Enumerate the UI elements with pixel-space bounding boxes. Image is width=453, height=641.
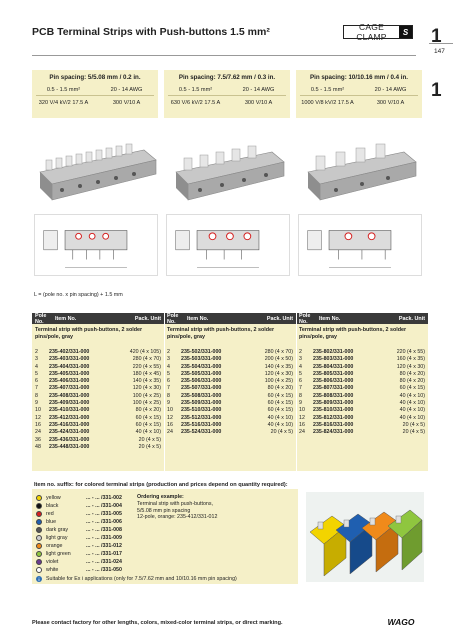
item-number: 235-407/331-000 xyxy=(49,385,90,392)
item-number: 235-403/331-000 xyxy=(49,356,90,363)
spec-awg: 20 - 14 AWG xyxy=(242,87,275,93)
item-number: 235-506/331-000 xyxy=(181,378,222,385)
header-item: Item No. xyxy=(319,315,341,322)
pack-unit: 40 (4 x 10) xyxy=(267,414,293,421)
table-row xyxy=(167,429,293,436)
pole-count: 9 xyxy=(299,400,302,407)
spec-rating-us: 300 V/10 A xyxy=(376,100,405,106)
spec-box-7-5mm xyxy=(164,70,290,118)
pole-count: 24 xyxy=(35,429,41,436)
table-row xyxy=(299,422,425,429)
pole-count: 5 xyxy=(299,370,302,377)
pack-unit: 20 (4 x 5) xyxy=(138,436,161,443)
item-number: 235-509/331-000 xyxy=(181,400,222,407)
color-suffix-code: ... - ... /331-009 xyxy=(86,535,122,541)
table-column-7-5mm xyxy=(164,313,296,471)
color-suffix-code: ... - ... /331-008 xyxy=(86,527,122,533)
pack-unit: 60 (4 x 15) xyxy=(267,392,293,399)
color-row xyxy=(36,519,122,525)
spec-rating-us: 300 V/10 A xyxy=(112,100,141,106)
table-row xyxy=(35,400,161,407)
table-row xyxy=(299,393,425,400)
color-swatch-icon xyxy=(36,495,42,501)
logo-mark: S xyxy=(399,26,412,38)
pole-count: 12 xyxy=(299,414,305,421)
info-icon: i xyxy=(36,576,42,582)
header-pole: Pole No. xyxy=(35,312,47,325)
item-number: 235-810/331-000 xyxy=(313,407,354,414)
item-number: 235-809/331-000 xyxy=(313,400,354,407)
table-row xyxy=(299,407,425,414)
item-number: 235-502/331-000 xyxy=(181,349,222,355)
pack-unit: 40 (4 x 10) xyxy=(399,392,425,399)
table-row xyxy=(35,349,161,356)
header-pack: Pack. Unit xyxy=(266,315,293,322)
item-number: 235-507/331-000 xyxy=(181,385,222,392)
pole-count: 12 xyxy=(35,414,41,421)
pack-unit: 40 (4 x 10) xyxy=(399,407,425,414)
item-number: 235-505/331-000 xyxy=(181,370,222,377)
table-column-10mm xyxy=(296,313,428,471)
pole-count: 5 xyxy=(35,370,38,377)
color-swatch-icon xyxy=(36,551,42,557)
item-number: 235-412/331-000 xyxy=(49,414,90,421)
header-divider xyxy=(32,55,416,56)
table-row xyxy=(167,415,293,422)
pack-unit: 140 (4 x 35) xyxy=(264,363,293,370)
color-row xyxy=(36,559,122,565)
pole-count: 36 xyxy=(35,436,41,443)
pole-count: 2 xyxy=(35,349,38,355)
pole-count: 2 xyxy=(167,349,170,355)
table-row xyxy=(167,356,293,363)
spec-box-10mm xyxy=(296,70,422,118)
table-row xyxy=(167,385,293,392)
table-row xyxy=(167,400,293,407)
header-item: Item No. xyxy=(187,315,209,322)
color-row xyxy=(36,551,122,557)
color-suffix-code: ... - ... /331-006 xyxy=(86,519,122,525)
table-row xyxy=(35,437,161,444)
pole-count: 5 xyxy=(167,370,170,377)
column-description: Terminal strip with push-buttons, 2 solder pins/pole, gray xyxy=(35,327,143,340)
pole-count: 7 xyxy=(35,385,38,392)
ordering-table xyxy=(32,313,428,471)
pole-count: 3 xyxy=(35,356,38,363)
column-description: Terminal strip with push-buttons, 2 solder pins/pole, gray xyxy=(299,327,407,340)
color-suffix-code: ... - ... /331-002 xyxy=(86,495,122,501)
pack-unit: 100 (4 x 25) xyxy=(264,378,293,385)
item-number: 235-816/331-000 xyxy=(313,421,354,428)
color-row xyxy=(36,503,122,509)
item-number: 235-504/331-000 xyxy=(181,363,222,370)
ex-note xyxy=(36,576,237,582)
spec-rating-us: 300 V/10 A xyxy=(244,100,273,106)
item-number: 235-812/331-000 xyxy=(313,414,354,421)
product-photo-5mm xyxy=(32,132,160,208)
item-number: 235-805/331-000 xyxy=(313,370,354,377)
color-suffix-code: ... - ... /331-024 xyxy=(86,559,122,565)
spec-box-5mm xyxy=(32,70,158,118)
pole-count: 8 xyxy=(167,392,170,399)
table-row xyxy=(35,407,161,414)
spec-rating: 320 V/4 kV/2 17.5 A xyxy=(38,100,89,106)
color-suffix-code: ... - ... /331-004 xyxy=(86,503,122,509)
pole-count: 4 xyxy=(299,363,302,370)
pack-unit: 60 (4 x 15) xyxy=(399,385,425,392)
color-name: dark gray xyxy=(46,527,69,533)
pack-unit: 80 (4 x 20) xyxy=(135,407,161,414)
product-photo-7-5mm xyxy=(164,132,292,208)
table-row xyxy=(35,415,161,422)
table-row xyxy=(35,422,161,429)
table-row xyxy=(167,364,293,371)
color-swatch-icon xyxy=(36,543,42,549)
table-row xyxy=(299,415,425,422)
pack-unit: 20 (4 x 5) xyxy=(402,421,425,428)
table-column-5mm xyxy=(32,313,164,471)
pole-count: 10 xyxy=(35,407,41,414)
pole-count: 9 xyxy=(167,400,170,407)
color-swatch-icon xyxy=(36,503,42,509)
table-row xyxy=(167,407,293,414)
ordering-line: Terminal strip with push-buttons, xyxy=(137,500,213,507)
item-number: 235-510/331-000 xyxy=(181,407,222,414)
product-photo-10mm xyxy=(296,132,424,208)
color-name: red xyxy=(46,511,54,517)
color-suffix-code: ... - ... /331-050 xyxy=(86,567,122,573)
pole-count: 7 xyxy=(299,385,302,392)
pole-count: 6 xyxy=(35,378,38,385)
color-name: light gray xyxy=(46,535,68,541)
item-number: 235-416/331-000 xyxy=(49,421,90,428)
pack-unit: 20 (4 x 5) xyxy=(138,443,161,450)
pack-unit: 100 (4 x 25) xyxy=(132,400,161,407)
pole-count: 4 xyxy=(35,363,38,370)
pack-unit: 60 (4 x 15) xyxy=(135,414,161,421)
suffix-title: Item no. suffix: for colored terminal strips (production and prices depend on quantity required): xyxy=(34,482,288,488)
pole-count: 8 xyxy=(35,392,38,399)
color-name: blue xyxy=(46,519,57,525)
table-row xyxy=(35,385,161,392)
table-row xyxy=(35,378,161,385)
logo-text: CAGE CLAMP xyxy=(356,22,387,42)
pole-count: 16 xyxy=(35,421,41,428)
color-swatch-icon xyxy=(36,567,42,573)
table-row xyxy=(167,371,293,378)
header-item: Item No. xyxy=(55,315,77,322)
color-suffix-code: ... - ... /331-017 xyxy=(86,551,122,557)
color-name: light green xyxy=(46,551,71,557)
pole-count: 16 xyxy=(299,421,305,428)
item-number: 235-436/331-000 xyxy=(49,436,90,443)
table-row xyxy=(35,364,161,371)
colored-strips-photo xyxy=(306,492,424,582)
pack-unit: 280 (4 x 70) xyxy=(132,356,161,363)
pack-unit: 20 (4 x 5) xyxy=(270,429,293,436)
section-number: 1 xyxy=(431,80,442,101)
pole-count: 6 xyxy=(299,378,302,385)
pole-count: 10 xyxy=(299,407,305,414)
pack-unit: 220 (4 x 55) xyxy=(396,349,425,355)
pole-count: 3 xyxy=(299,356,302,363)
item-number: 235-512/331-000 xyxy=(181,414,222,421)
footer-note: Please contact factory for other lengths, colors, mixed-color terminal strips, or direct marking. xyxy=(32,620,283,626)
color-swatch-icon xyxy=(36,559,42,565)
item-number: 235-404/331-000 xyxy=(49,363,90,370)
pole-count: 24 xyxy=(299,429,305,436)
table-row xyxy=(167,393,293,400)
pole-count: 7 xyxy=(167,385,170,392)
ordering-example xyxy=(137,494,217,521)
table-row xyxy=(299,429,425,436)
pack-unit: 40 (4 x 10) xyxy=(399,414,425,421)
pack-unit: 100 (4 x 25) xyxy=(132,392,161,399)
item-number: 235-410/331-000 xyxy=(49,407,90,414)
header-pack: Pack. Unit xyxy=(398,315,425,322)
table-row xyxy=(35,444,161,451)
pack-unit: 280 (4 x 70) xyxy=(264,349,293,355)
spec-metric: 0.5 - 1.5 mm² xyxy=(310,87,345,93)
ordering-line: 12-pole, orange: 235-412/331-012 xyxy=(137,514,218,521)
spec-metric: 0.5 - 1.5 mm² xyxy=(46,87,81,93)
table-row xyxy=(299,385,425,392)
item-number: 235-807/331-000 xyxy=(313,385,354,392)
color-name: yellow xyxy=(46,495,61,501)
pack-unit: 60 (4 x 15) xyxy=(267,400,293,407)
item-number: 235-508/331-000 xyxy=(181,392,222,399)
table-row xyxy=(167,378,293,385)
header-pack: Pack. Unit xyxy=(134,315,161,322)
pack-unit: 60 (4 x 15) xyxy=(267,407,293,414)
item-number: 235-424/331-000 xyxy=(49,429,90,436)
pack-unit: 80 (4 x 20) xyxy=(399,378,425,385)
color-row xyxy=(36,495,122,501)
table-row xyxy=(299,349,425,356)
pack-unit: 60 (4 x 15) xyxy=(135,421,161,428)
wago-logo xyxy=(381,617,421,627)
item-number: 235-409/331-000 xyxy=(49,400,90,407)
item-number: 235-808/331-000 xyxy=(313,392,354,399)
pole-count: 16 xyxy=(167,421,173,428)
dimension-drawing-5mm xyxy=(34,214,158,276)
spec-awg: 20 - 14 AWG xyxy=(110,87,143,93)
spec-heading: Pin spacing: 7.5/7.62 mm / 0.3 in. xyxy=(178,74,276,81)
pack-unit: 120 (4 x 30) xyxy=(132,385,161,392)
spec-rating: 630 V/6 kV/2 17.5 A xyxy=(170,100,221,106)
table-row xyxy=(35,371,161,378)
color-name: black xyxy=(46,503,59,509)
pole-count: 3 xyxy=(167,356,170,363)
item-number: 235-806/331-000 xyxy=(313,378,354,385)
color-swatch-icon xyxy=(36,535,42,541)
pack-unit: 220 (4 x 55) xyxy=(132,363,161,370)
pack-unit: 420 (4 x 105) xyxy=(129,349,161,355)
item-number: 235-516/331-000 xyxy=(181,421,222,428)
color-swatch-icon xyxy=(36,519,42,525)
pack-unit: 20 (4 x 5) xyxy=(402,429,425,436)
item-number: 235-406/331-000 xyxy=(49,378,90,385)
color-suffix-code: ... - ... /331-005 xyxy=(86,511,122,517)
spec-heading: Pin spacing: 5/5.08 mm / 0.2 in. xyxy=(49,74,141,81)
table-row xyxy=(35,429,161,436)
pole-count: 48 xyxy=(35,443,41,450)
pole-count: 4 xyxy=(167,363,170,370)
item-number: 235-448/331-000 xyxy=(49,443,90,450)
table-row xyxy=(299,364,425,371)
table-row xyxy=(35,356,161,363)
color-name: orange xyxy=(46,543,63,549)
item-number: 235-405/331-000 xyxy=(49,370,90,377)
pack-unit: 120 (4 x 30) xyxy=(396,363,425,370)
pole-count: 8 xyxy=(299,392,302,399)
spec-metric: 0.5 - 1.5 mm² xyxy=(178,87,213,93)
pack-unit: 40 (4 x 10) xyxy=(267,421,293,428)
pack-unit: 80 (4 x 20) xyxy=(399,370,425,377)
table-row xyxy=(299,371,425,378)
pole-count: 24 xyxy=(167,429,173,436)
item-number: 235-803/331-000 xyxy=(313,356,354,363)
pole-count: 9 xyxy=(35,400,38,407)
color-suffix-code: ... - ... /331-012 xyxy=(86,543,122,549)
spec-awg: 20 - 14 AWG xyxy=(374,87,407,93)
pack-unit: 120 (4 x 30) xyxy=(264,370,293,377)
chapter-tab-number: 1 xyxy=(431,26,442,47)
color-name: violet xyxy=(46,559,59,565)
pole-count: 2 xyxy=(299,349,302,355)
item-number: 235-408/331-000 xyxy=(49,392,90,399)
page-number: 147 xyxy=(434,48,445,55)
item-number: 235-503/331-000 xyxy=(181,356,222,363)
pack-unit: 140 (4 x 35) xyxy=(132,378,161,385)
color-row xyxy=(36,535,122,541)
dimension-drawing-10mm xyxy=(298,214,422,276)
item-number: 235-802/331-000 xyxy=(313,349,354,355)
color-row xyxy=(36,567,122,573)
pole-count: 6 xyxy=(167,378,170,385)
length-formula: L = (pole no. x pin spacing) + 1.5 mm xyxy=(34,292,123,298)
color-row xyxy=(36,511,122,517)
spec-rating: 1000 V/8 kV/2 17.5 A xyxy=(301,100,354,106)
ordering-heading: Ordering example: xyxy=(137,494,184,500)
table-row xyxy=(299,400,425,407)
pole-count: 12 xyxy=(167,414,173,421)
table-row xyxy=(35,393,161,400)
spec-heading: Pin spacing: 10/10.16 mm / 0.4 in. xyxy=(309,74,408,81)
color-row xyxy=(36,527,122,533)
table-row xyxy=(167,422,293,429)
color-swatch-icon xyxy=(36,511,42,517)
pack-unit: 180 (4 x 45) xyxy=(132,370,161,377)
page-title: PCB Terminal Strips with Push-buttons 1.5 mm² xyxy=(32,26,270,38)
dimension-drawing-7-5mm xyxy=(166,214,290,276)
color-row xyxy=(36,543,122,549)
pack-unit: 80 (4 x 20) xyxy=(267,385,293,392)
item-number: 235-824/331-000 xyxy=(313,429,354,436)
cage-clamp-logo xyxy=(343,22,413,42)
table-row xyxy=(299,356,425,363)
item-number: 235-804/331-000 xyxy=(313,363,354,370)
header-pole: Pole No. xyxy=(299,312,311,325)
ex-note-text: Suitable for Ex i applications (only for 7.5/7.62 mm and 10/10.16 mm pin spacing) xyxy=(46,576,237,582)
ordering-line: 5/5.08 mm pin spacing xyxy=(137,507,191,514)
table-row xyxy=(167,349,293,356)
color-swatch-icon xyxy=(36,527,42,533)
color-name: white xyxy=(46,567,59,573)
column-description: Terminal strip with push-buttons, 2 solder pins/pole, gray xyxy=(167,327,275,340)
table-row xyxy=(299,378,425,385)
pack-unit: 40 (4 x 10) xyxy=(135,429,161,436)
tab-divider xyxy=(429,43,453,44)
pack-unit: 40 (4 x 10) xyxy=(399,400,425,407)
item-number: 235-402/331-000 xyxy=(49,349,90,355)
item-number: 235-524/331-000 xyxy=(181,429,222,436)
header-pole: Pole No. xyxy=(167,312,179,325)
wago-logo-text: WAGO xyxy=(387,617,415,627)
pack-unit: 160 (4 x 35) xyxy=(396,356,425,363)
pole-count: 10 xyxy=(167,407,173,414)
pack-unit: 200 (4 x 50) xyxy=(264,356,293,363)
